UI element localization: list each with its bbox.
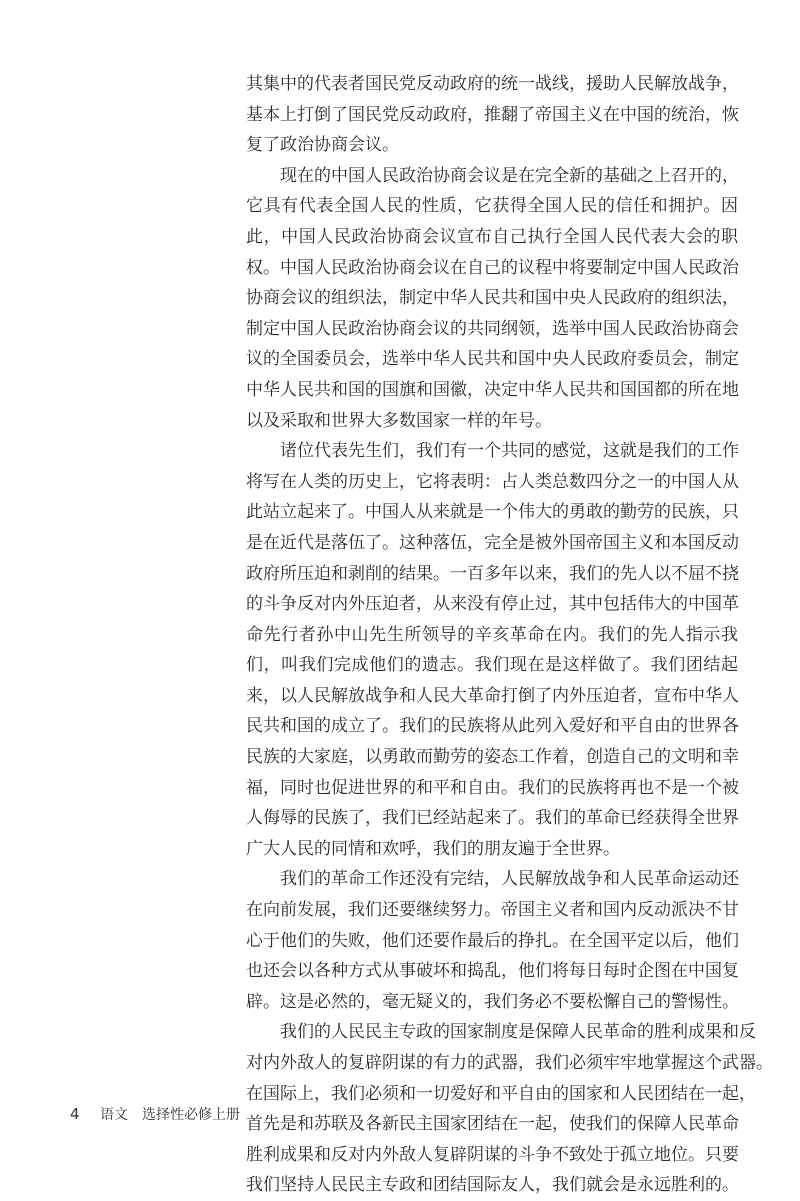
text-line: 此站立起来了。中国人从来就是一个伟大的勇敢的勤劳的民族，只 <box>246 502 739 523</box>
text-line: 权。中国人民政治协商会议在自己的议程中将要制定中国人民政治 <box>246 257 739 278</box>
text-line: 的斗争反对内外压迫者，从来没有停止过，其中包括伟大的中国革 <box>246 594 739 615</box>
text-line: 来，以人民解放战争和人民大革命打倒了内外压迫者，宣布中华人 <box>246 685 739 706</box>
text-line: 我们的人民民主专政的国家制度是保障人民革命的胜利成果和反 <box>280 1022 756 1043</box>
text-line: 基本上打倒了国民党反动政府，推翻了帝国主义在中国的统治，恢 <box>246 104 739 125</box>
text-line: 心于他们的失败，他们还要作最后的挣扎。在全国平定以后，他们 <box>246 930 739 951</box>
text-line: 协商会议的组织法，制定中华人民共和国中央人民政府的组织法， <box>246 288 739 309</box>
text-line: 首先是和苏联及各新民主国家团结在一起，使我们的保障人民革命 <box>246 1114 739 1135</box>
text-line: 在国际上，我们必须和一切爱好和平自由的国家和人民团结在一起， <box>246 1083 756 1104</box>
text-line: 议的全国委员会，选举中华人民共和国中央人民政府委员会，制定 <box>246 349 739 370</box>
text-line: 胜利成果和反对内外敌人复辟阴谋的斗争不致处于孤立地位。只要 <box>246 1144 739 1165</box>
book-title: 语文 选择性必修上册 <box>100 1107 240 1123</box>
text-line: 其集中的代表者国民党反动政府的统一战线，援助人民解放战争， <box>246 74 739 94</box>
text-line: 们，叫我们完成他们的遗志。我们现在是这样做了。我们团结起 <box>246 655 738 676</box>
text-line: 此，中国人民政治协商会议宣布自己执行全国人民代表大会的职 <box>246 226 738 247</box>
text-line: 辟。这是必然的，毫无疑义的，我们务必不要松懈自己的警惕性。 <box>246 991 739 1012</box>
text-line: 对内外敌人的复辟阴谋的有力的武器，我们必须牢牢地掌握这个武器。 <box>246 1053 773 1073</box>
text-line: 命先行者孙中山先生所领导的辛亥革命在内。我们的先人指示我 <box>246 624 738 645</box>
text-line: 广大人民的同情和欢呼，我们的朋友遍于全世界。 <box>246 838 620 859</box>
text-line: 现在的中国人民政治协商会议是在完全新的基础之上召开的， <box>280 165 739 186</box>
paragraph <box>246 436 738 864</box>
text-line: 也还会以各种方式从事破坏和捣乱，他们将每日每时企图在中国复 <box>246 961 739 982</box>
text-line: 人侮辱的民族了，我们已经站起来了。我们的革命已经获得全世界 <box>246 808 739 829</box>
page-footer <box>70 1104 240 1124</box>
page-number: 4 <box>70 1105 80 1123</box>
text-line: 民共和国的成立了。我们的民族将从此列入爱好和平自由的世界各 <box>246 716 739 737</box>
paragraph <box>246 864 738 1017</box>
paragraph <box>246 1017 773 1201</box>
text-line: 制定中国人民政治协商会议的共同纲领，选举中国人民政治协商会 <box>246 318 739 339</box>
text-line: 中华人民共和国的国旗和国徽，决定中华人民共和国国都的所在地 <box>246 379 739 400</box>
text-line: 政府所压迫和剥削的结果。一百多年以来，我们的先人以不屈不挠 <box>246 563 739 584</box>
text-line: 我们坚持人民民主专政和团结国际友人，我们就会是永远胜利的。 <box>246 1175 739 1196</box>
text-line: 以及采取和世界大多数国家一样的年号。 <box>246 410 552 431</box>
body-text <box>246 69 773 1201</box>
text-line: 在向前发展，我们还要继续努力。帝国主义者和国内反动派决不甘 <box>246 900 739 921</box>
text-line: 它具有代表全国人民的性质，它获得全国人民的信任和拥护。因 <box>246 196 738 217</box>
text-line: 诸位代表先生们，我们有一个共同的感觉，这就是我们的工作 <box>280 441 739 462</box>
text-line: 我们的革命工作还没有完结，人民解放战争和人民革命运动还 <box>280 869 739 890</box>
paragraph <box>246 69 738 161</box>
paragraph <box>246 161 738 436</box>
text-line: 将写在人类的历史上，它将表明：占人类总数四分之一的中国人从 <box>246 471 739 492</box>
text-line: 是在近代是落伍了。这种落伍，完全是被外国帝国主义和本国反动 <box>246 532 739 553</box>
text-line: 复了政治协商会议。 <box>246 135 399 156</box>
text-line: 民族的大家庭，以勇敢而勤劳的姿态工作着，创造自己的文明和幸 <box>246 747 739 768</box>
text-line: 福，同时也促进世界的和平和自由。我们的民族将再也不是一个被 <box>246 777 739 798</box>
